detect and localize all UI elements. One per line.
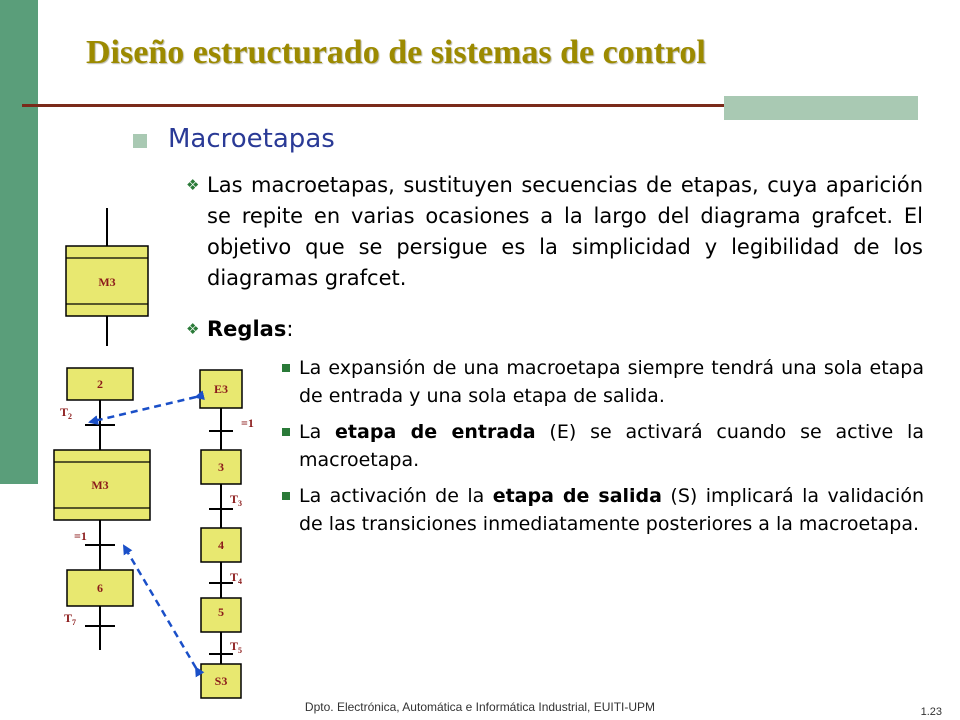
- step-5-label: 5: [218, 605, 224, 619]
- exit-step-label: S3: [214, 674, 228, 688]
- transition-t3-label: $T_3$: [230, 492, 243, 508]
- rule-text: La expansión de una macroetapa siempre tendrá una sola etapa de entrada y una sola etapa de salida.: [299, 357, 924, 407]
- rule-emphasis: etapa de salida: [492, 485, 662, 507]
- macro-step-label: M3: [91, 478, 109, 492]
- section-heading: Macroetapas: [168, 124, 335, 154]
- entry-step-label: E3: [213, 382, 229, 396]
- macro-symbol-label: M3: [98, 275, 116, 289]
- transition-t4-label: $T_4$: [230, 570, 243, 586]
- step-3-label: 3: [218, 460, 224, 474]
- transition-eq1-label: =1: [74, 529, 87, 543]
- transition-t5-label: $T_5$: [230, 639, 243, 655]
- transition-eq1-label: =1: [241, 416, 254, 430]
- step-2-label: 2: [97, 377, 103, 391]
- rules-colon: :: [286, 317, 294, 341]
- transition-t7-label: $T_7$: [64, 611, 77, 627]
- arrow-exit: [124, 546, 196, 668]
- step-6-label: 6: [97, 581, 103, 595]
- rule-text: (S) implicará la validación de las transiciones inmediatamente posteriores a la macroetapa.: [299, 485, 924, 535]
- rules-label: Reglas: [207, 317, 287, 341]
- rule-text: (E) se activará cuando se active la macroetapa.: [299, 421, 924, 471]
- footer-text: Dpto. Electrónica, Automática e Informática Industrial, EUITI-UPM: [304, 700, 656, 714]
- slide-title: Diseño estructurado de sistemas de control: [86, 34, 706, 71]
- rule-text: La: [299, 421, 336, 443]
- page-number: 1.23: [920, 706, 942, 718]
- macro-step-symbol: [66, 208, 148, 346]
- expansion-chain: [200, 370, 254, 698]
- step-4-label: 4: [218, 538, 224, 552]
- correspondence-arrows: [90, 397, 196, 668]
- diamond-bullet-icon: ❖: [186, 176, 200, 194]
- transition-t2-label: $T_2$: [60, 405, 73, 421]
- rule-text: La activación de la: [299, 485, 493, 507]
- rule-emphasis: etapa de entrada: [335, 421, 536, 443]
- intro-paragraph: Las macroetapas, sustituyen secuencias de etapas, cuya aparición se repite en varias ocasiones a la largo del diagrama grafcet. El objetivo que se persigue es la simplicidad y legibilidad de los diagramas grafcet.: [207, 173, 923, 290]
- diamond-bullet-icon: ❖: [186, 320, 200, 338]
